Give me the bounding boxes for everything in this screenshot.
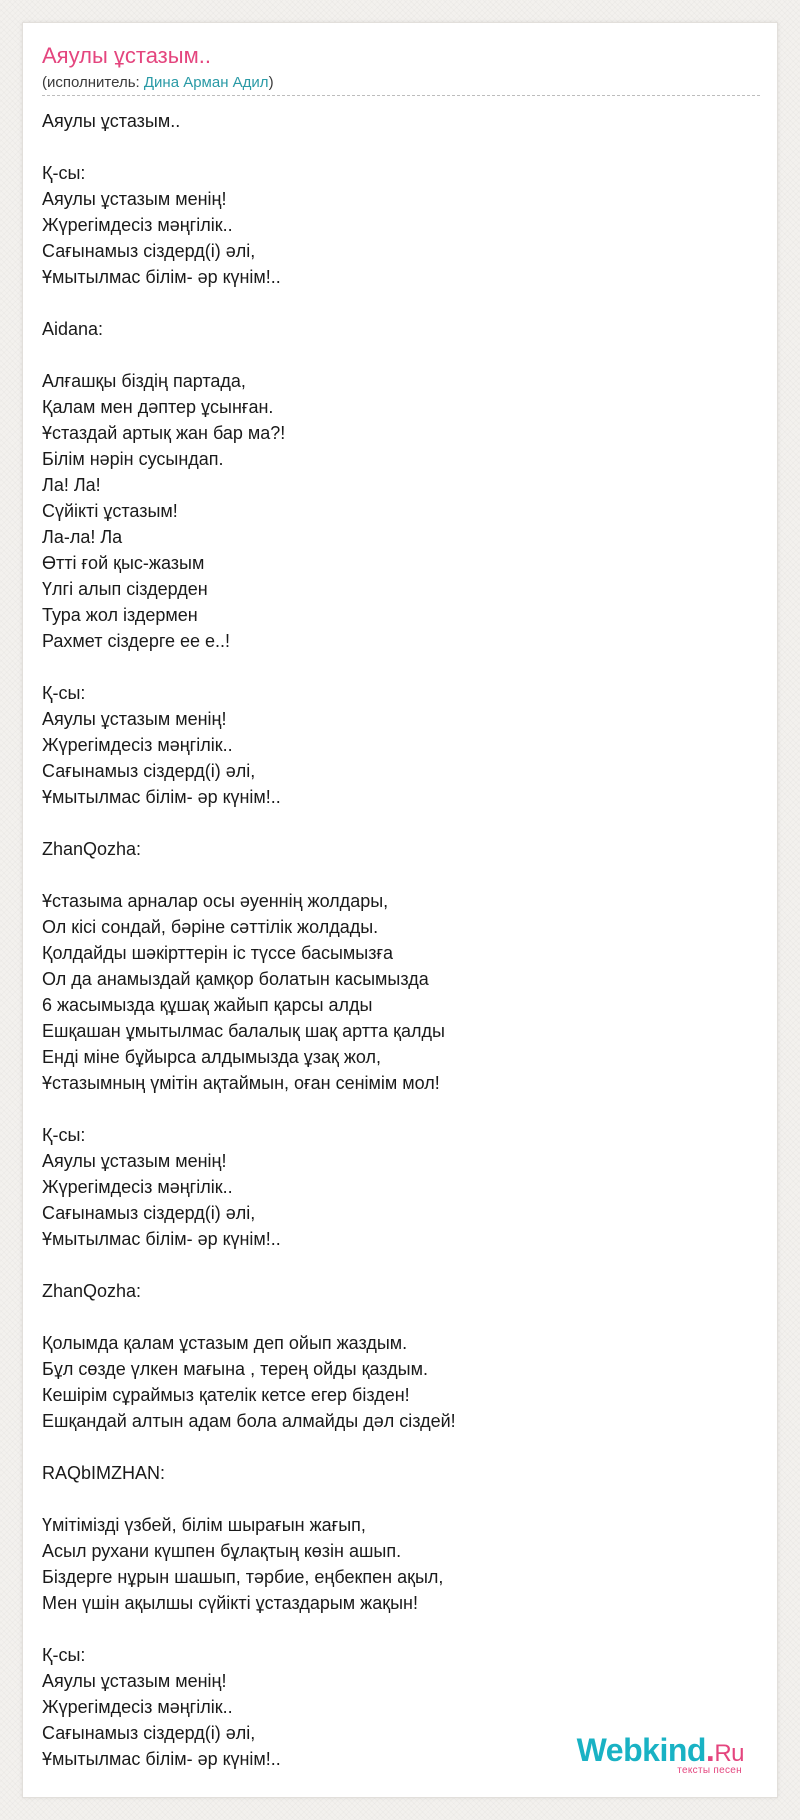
lyrics-text: Аяулы ұстазым.. Қ-сы: Аяулы ұстазым менің! Жүрегімдесіз мәңгілік.. Сағынамыз сіздерд(і) әлі, Ұмытылмас білім- әр күнім!.. Aidana: Алғашқы біздің партада, Қалам мен дәптер ұсынған. Ұстаздай артық жан бар ма?! Білім нәрін сусындап. Ла! Ла! Сүйікті ұстазым! Ла-ла! Ла Өтті ғой қыс-жазым Үлгі алып сіздерден Тура жол іздермен Рахмет сіздерге ее е..! Қ-сы: Аяулы ұстазым менің! Жүрегімдесіз мәңгілік.. Сағынамыз сіздерд(і) әлі, Ұмытылмас білім- әр күнім!.. ZhanQozha: Ұстазыма арналар осы әуеннің жолдары, Ол кісі сондай, бәріне сәттілік жолдады. Қолдайды шәкірттерін іс түссе басымызға Ол да анамыздай қамқор болатын касымызда 6 жасымызда құшақ жайып қарсы алды Ешқашан ұмытылмас балалық шақ артта қалды Енді міне бұйырса алдымызда ұзақ жол, Ұстазымның үмітін ақтаймын, оған сенімім мол! Қ-сы: Аяулы ұстазым менің! Жүрегімдесіз мәңгілік.. Сағынамыз сіздерд(і) әлі, Ұмытылмас білім- әр күнім!.. ZhanQozha: Қолымда қалам ұстазым деп ойып жаздым. Бұл сөзде үлкен мағына , терең ойды қаздым. Кешірім сұраймыз қателік кетсе егер бізден! Ешқандай алтын адам бола алмайды дәл сіздей! RAQbIMZHAN: Үмітімізді үзбей, білім шырағын жағып, Асыл рухани күшпен бұлақтың көзін ашып. Біздерге нұрын шашып, тәрбие, еңбекпен ақыл, Мен үшін ақылшы сүйікті ұстаздарым жақын! Қ-сы: Аяулы ұстазым менің! Жүрегімдесіз мәңгілік.. Сағынамыз сіздерд(і) әлі, Ұмытылмас білім- әр күнім!.. — [42, 111, 456, 1769]
performer-suffix: ) — [268, 74, 274, 91]
lyrics-card — [22, 22, 778, 1798]
site-logo[interactable] — [576, 1732, 744, 1776]
logo-tagline: тексты песен — [677, 1765, 742, 1776]
song-title: Аяулы ұстазым.. — [42, 43, 211, 68]
title-divider — [42, 95, 760, 96]
performer-link[interactable]: Дина Арман Адил — [143, 74, 269, 91]
performer-line — [42, 74, 274, 92]
performer-prefix: (исполнитель: — [42, 74, 144, 91]
logo-tld: Ru — [714, 1740, 744, 1767]
logo-dot: . — [705, 1732, 715, 1768]
logo-word: Webkind — [576, 1732, 706, 1768]
